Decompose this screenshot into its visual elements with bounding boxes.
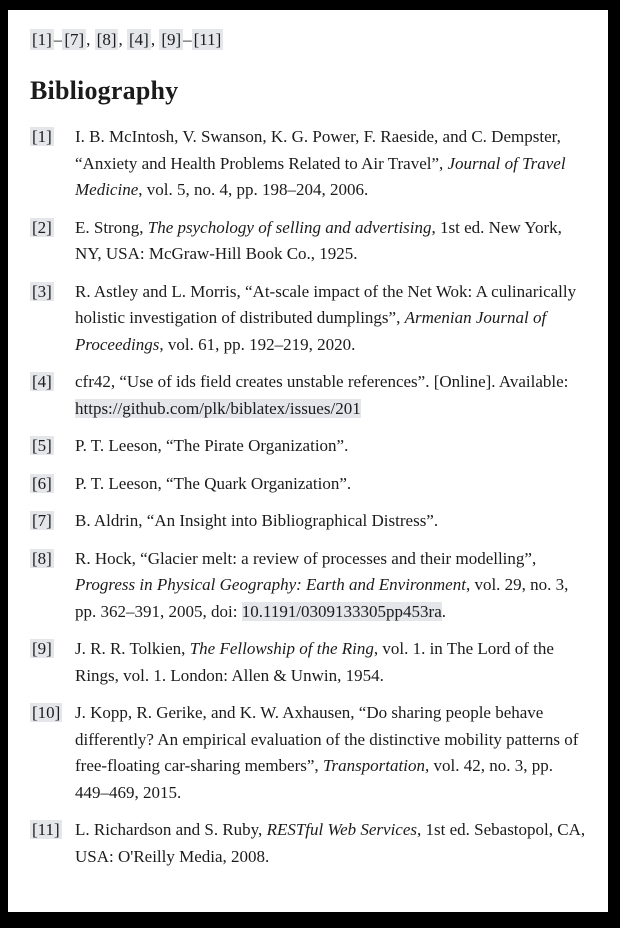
citation-separator: – [183, 30, 192, 49]
entry-text [75, 124, 590, 204]
entry-text [75, 546, 590, 626]
entry-text-segment: , 1st ed. Sebastopol, CA, USA: O'Reilly Media, 2008. [75, 820, 586, 866]
entry-number-link[interactable]: [11] [32, 820, 60, 839]
entry-text-segment: , vol. 61, pp. 192–219, 2020. [159, 334, 356, 354]
entry-text-segment: J. Kopp, R. Gerike, and K. W. Axhausen, “Do sharing people behave differently? An empirical evaluation of the distinctive mobility patterns of free-floating car-sharing members”, [75, 703, 579, 775]
citation-ref-link[interactable]: [11] [193, 30, 222, 49]
entry-title-italic: Progress in Physical Geography: Earth and Environment [75, 575, 466, 594]
citation-separator: , [86, 30, 95, 49]
entry-url-link[interactable]: 10.1191/0309133305pp453ra [241, 601, 442, 621]
entry-text [75, 279, 590, 359]
entry-title-italic: RESTful Web Services [266, 820, 418, 839]
citation-ref-link[interactable]: [9] [161, 30, 182, 49]
entry-title-italic: Armenian Journal of Proceedings [75, 308, 547, 354]
entry-text-segment: R. Astley and L. Morris, “At-scale impact of the Net Wok: A culinarically holistic investigation of distributed dumplings”, [75, 281, 577, 327]
entry-label-column [30, 636, 75, 663]
entry-text [75, 636, 590, 689]
entry-text-segment: , 1st ed. New York, NY, USA: McGraw-Hill Book Co., 1925. [75, 217, 562, 263]
entry-text-segment: L. Richardson and S. Ruby, [75, 820, 267, 839]
entry-text-segment: cfr42, “Use of ids field creates unstable references”. [Online]. Available: [75, 372, 569, 391]
entry-text [75, 369, 590, 422]
bibliography-entry [30, 471, 590, 498]
entry-text [75, 215, 590, 268]
bibliography-entry [30, 508, 590, 535]
bibliography-entry [30, 546, 590, 626]
entry-label-column [30, 471, 75, 498]
entry-text [75, 471, 590, 498]
entry-number-link[interactable]: [8] [32, 548, 52, 568]
entry-number-link[interactable]: [1] [32, 127, 52, 146]
entry-text-segment: I. B. McIntosh, V. Swanson, K. G. Power, F. Raeside, and C. Dempster, “Anxiety and Health Problems Related to Air Travel”, [75, 127, 561, 173]
entry-text-segment: B. Aldrin, “An Insight into Bibliographical Distress”. [75, 511, 439, 530]
entry-text [75, 508, 590, 535]
page-title: Bibliography [30, 76, 179, 105]
entry-title-italic: Journal of Travel Medicine [75, 153, 566, 199]
entry-number-link[interactable]: [3] [32, 281, 52, 301]
entry-number-link[interactable]: [5] [32, 436, 52, 455]
citation-ref-link[interactable]: [8] [96, 30, 117, 49]
entry-label-column [30, 817, 75, 844]
citation-line [30, 28, 590, 52]
entry-title-italic: Transportation [322, 756, 425, 775]
entry-text-segment: , vol. 29, no. 3, pp. 362–391, 2005, doi: [75, 575, 569, 621]
entry-text-segment: . [441, 601, 447, 621]
citation-ref-link[interactable]: [4] [128, 30, 149, 49]
bibliography-entry [30, 700, 590, 806]
entry-label-column [30, 508, 75, 535]
bibliography-entry [30, 817, 590, 870]
document-page [8, 10, 608, 912]
entry-number-link[interactable]: [9] [32, 639, 52, 658]
entry-text-segment: , vol. 1. in The Lord of the Rings, vol. 1. London: Allen & Unwin, 1954. [75, 639, 554, 685]
bibliography-entry [30, 279, 590, 359]
entry-number-link[interactable]: [6] [32, 473, 52, 493]
bibliography-entry [30, 124, 590, 204]
entry-label-column [30, 124, 75, 151]
entry-text [75, 433, 590, 460]
entry-text-segment: P. T. Leeson, “The Pirate Organization”. [75, 436, 349, 455]
citation-separator: , [118, 30, 127, 49]
entry-title-italic: The Fellowship of the Ring [189, 639, 374, 658]
entry-text [75, 817, 590, 870]
bibliography-entry [30, 369, 590, 422]
entry-text-segment: , vol. 42, no. 3, pp. 449–469, 2015. [75, 756, 553, 802]
bibliography-list [30, 124, 590, 870]
entry-text-segment: J. R. R. Tolkien, [75, 639, 190, 658]
entry-url-link[interactable]: https://github.com/plk/biblatex/issues/201 [75, 398, 361, 418]
entry-label-column [30, 546, 75, 573]
bibliography-entry [30, 215, 590, 268]
entry-title-italic: The psychology of selling and advertising [147, 217, 432, 237]
entry-text-segment: R. Hock, “Glacier melt: a review of processes and their modelling”, [75, 548, 537, 568]
citation-separator: – [53, 30, 63, 49]
entry-label-column [30, 215, 75, 242]
citation-separator: , [150, 30, 160, 49]
citation-ref-link[interactable]: [1] [32, 30, 52, 49]
bibliography-entry [30, 636, 590, 689]
entry-number-link[interactable]: [7] [32, 511, 52, 530]
entry-number-link[interactable]: [2] [32, 217, 52, 237]
bibliography-entry [30, 433, 590, 460]
citation-ref-link[interactable]: [7] [64, 30, 85, 49]
entry-label-column [30, 700, 75, 727]
entry-label-column [30, 279, 75, 306]
entry-number-link[interactable]: [10] [32, 703, 61, 722]
entry-text-segment: P. T. Leeson, “The Quark Organization”. [75, 473, 352, 493]
entry-text-segment: , vol. 5, no. 4, pp. 198–204, 2006. [138, 180, 369, 199]
entry-number-link[interactable]: [4] [32, 372, 52, 391]
entry-label-column [30, 369, 75, 396]
entry-label-column [30, 433, 75, 460]
entry-text [75, 700, 590, 806]
entry-text-segment: E. Strong, [75, 217, 148, 237]
